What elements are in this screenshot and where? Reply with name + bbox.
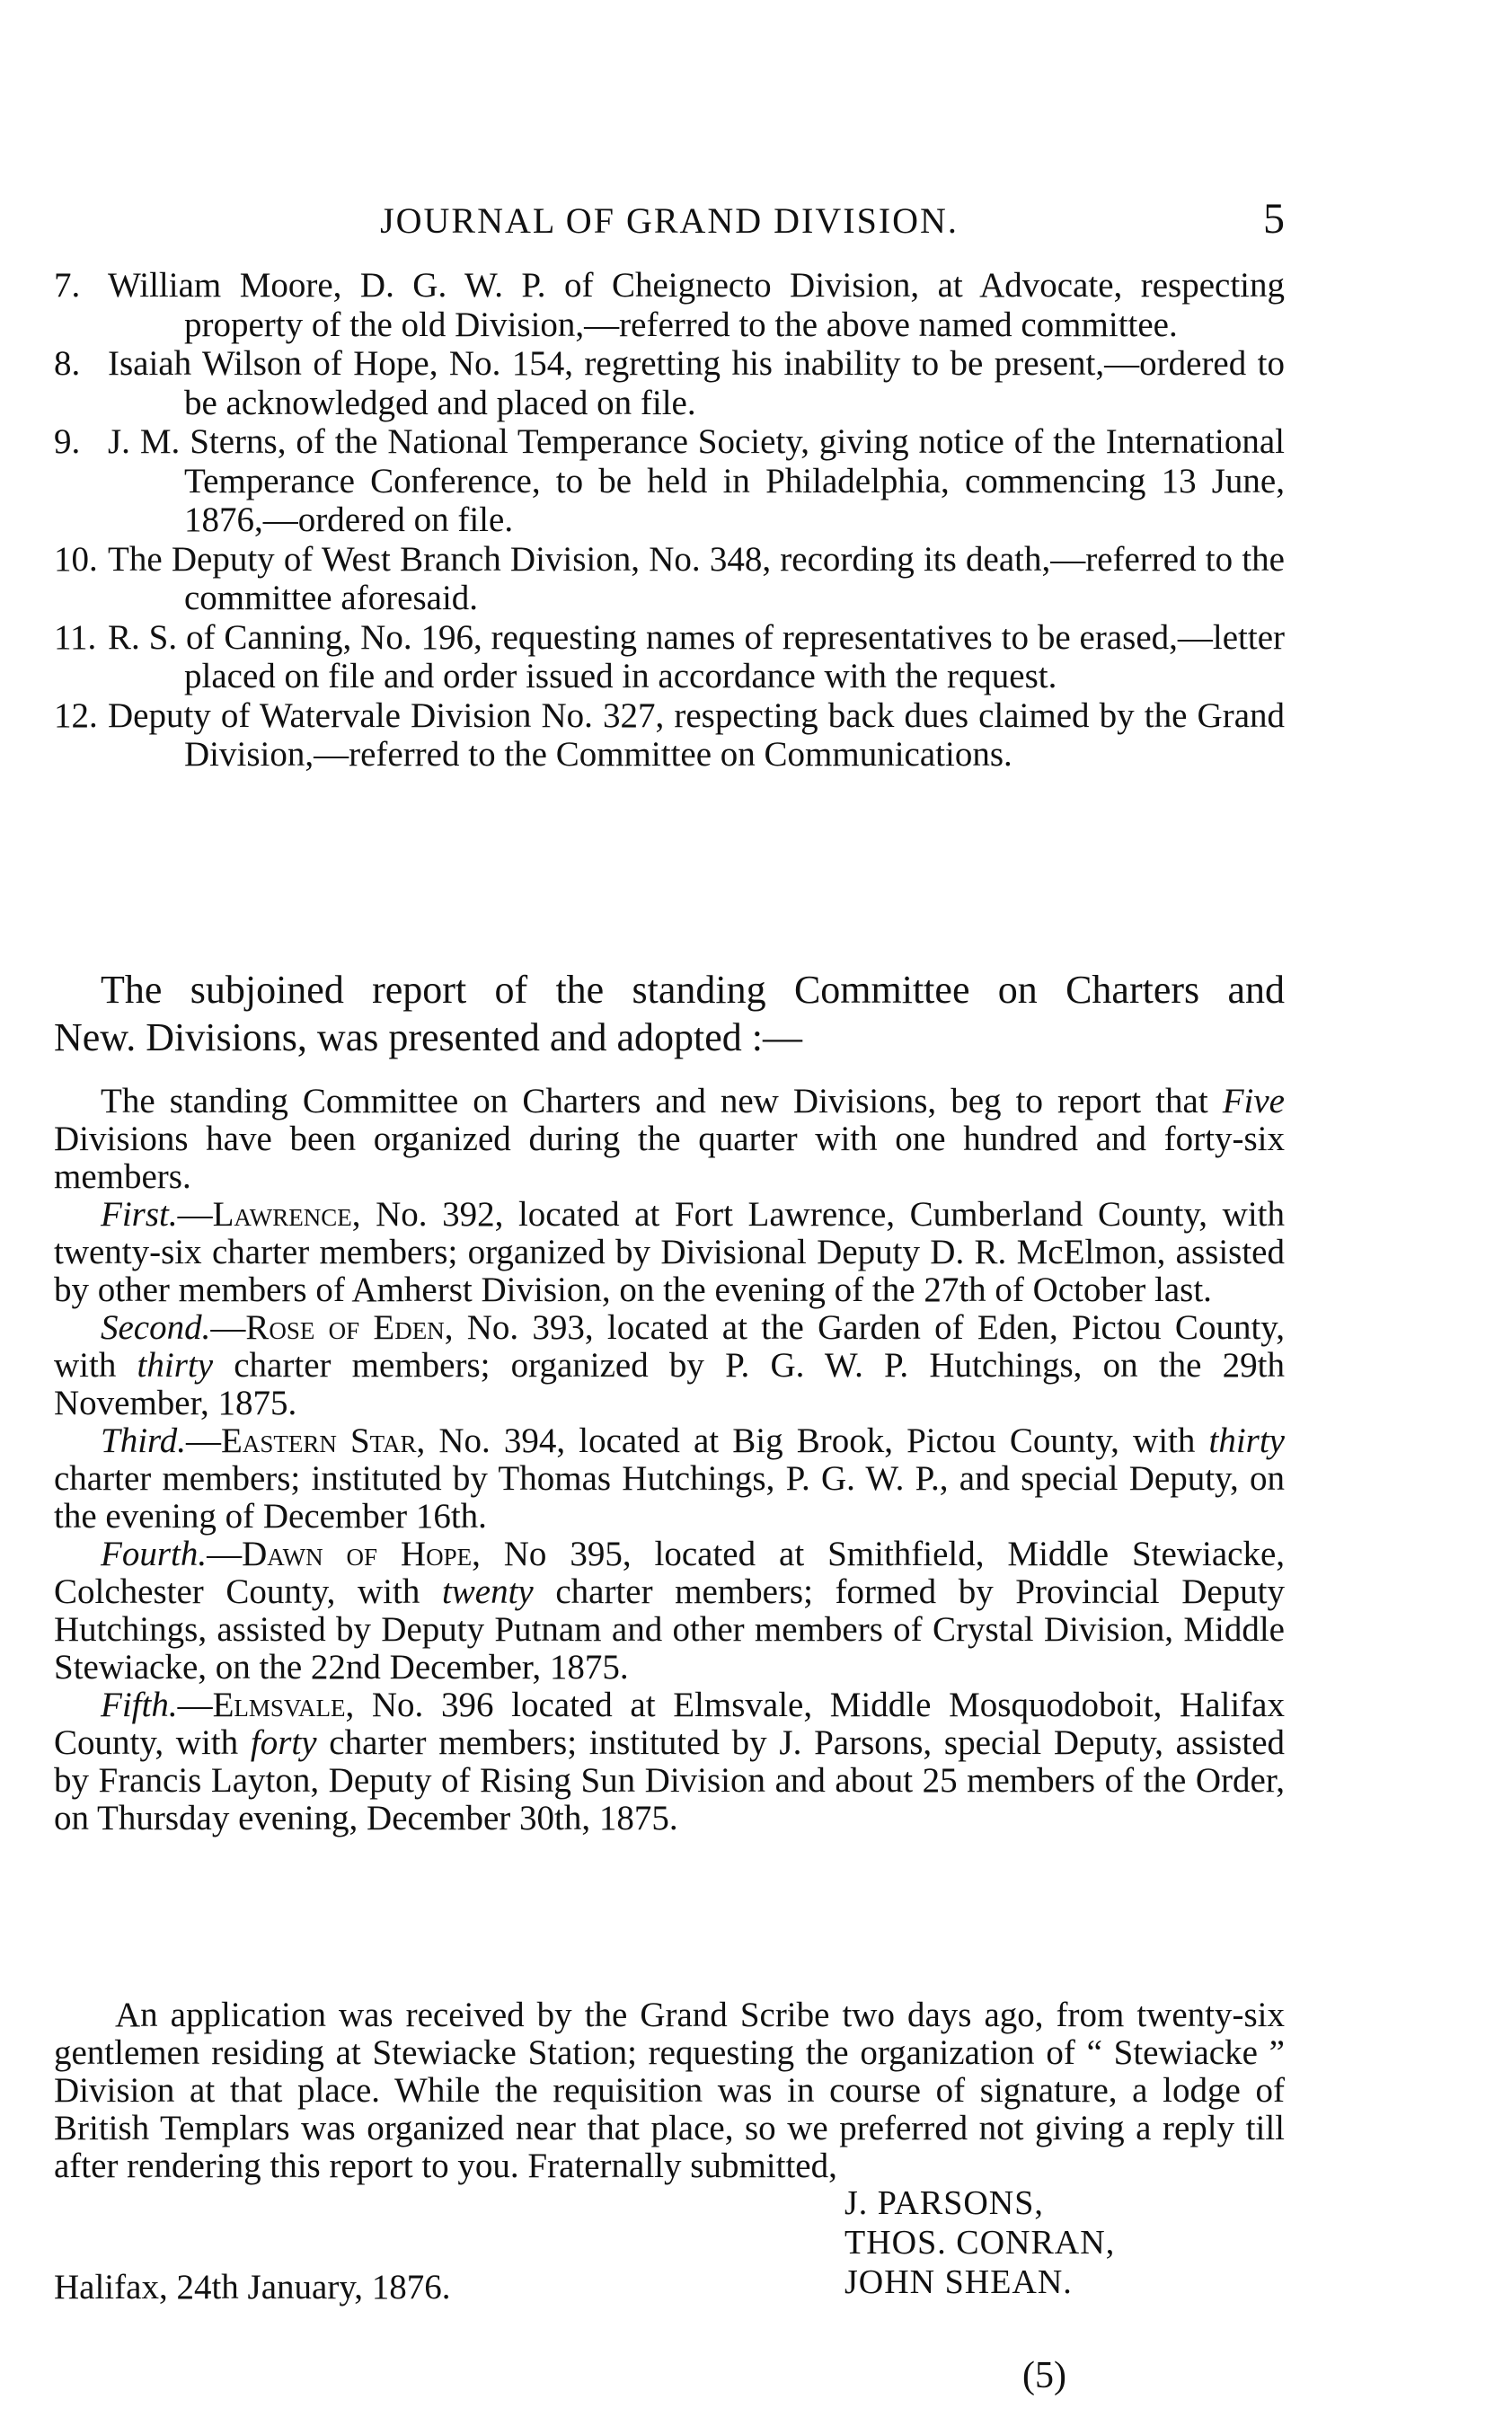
item-text: R. S. of Canning, No. 196, requesting names of representatives to be erased,—letter placed on file and order issued in accordance with the request.	[108, 617, 1285, 695]
division-name: —Rose of Eden	[210, 1308, 445, 1347]
item-number: 10.	[54, 539, 98, 579]
correspondence-list	[54, 266, 1285, 775]
signatories	[844, 2183, 1115, 2302]
signer-name: J. PARSONS,	[844, 2184, 1044, 2222]
division-name: —Dawn of Hope	[207, 1535, 473, 1573]
entry-text-end: charter members; instituted by J. Parsons, special Deputy, assisted by Francis Layton, Deputy of Rising Sun Division and about 25 members of the Order, on Thursday evening, December 30th, 1875.	[54, 1723, 1285, 1837]
item-text: Deputy of Watervale Division No. 327, respecting back dues claimed by the Grand Division,—referred to the Committee on Communications.	[108, 695, 1285, 774]
list-item	[54, 344, 1285, 422]
report-opening	[54, 1083, 1285, 1196]
signer-name: JOHN SHEAN.	[844, 2263, 1073, 2301]
signer-name: THOS. CONRAN,	[844, 2224, 1116, 2262]
division-entry	[54, 1536, 1285, 1687]
division-entry	[54, 1309, 1285, 1422]
item-text: J. M. Sterns, of the National Temperance Society, giving notice of the International Temperance Conference, to be held in Philadelphia, commencing 13 June, 1876,—ordered on file.	[108, 422, 1285, 539]
division-entry	[54, 1196, 1285, 1309]
entry-text: , No. 394, located at Big Brook, Pictou County, with	[416, 1421, 1209, 1460]
member-count: thirty	[1208, 1421, 1285, 1460]
application-text: An application was received by the Grand Scribe two days ago, from twenty-six gentlemen residing at Stewiacke Station; requesting the organization of “ Stewiacke ” Division at that place. While the requisition was in course of signature, a lodge of British Templars was organized near that place, so we preferred not giving a reply till after rendering this report to you. Fraternally submitted,	[54, 1996, 1285, 2185]
item-number: 8.	[54, 344, 81, 383]
member-count: thirty	[137, 1346, 214, 1385]
footer-page-number: (5)	[1022, 2355, 1066, 2396]
entry-text: , No. 393, located at the Garden of Eden, Pictou County, with	[54, 1308, 1286, 1385]
place-date: Halifax, 24th January, 1876.	[54, 2268, 451, 2306]
division-name: —Eastern Star	[186, 1421, 417, 1460]
member-count: forty	[250, 1723, 317, 1762]
list-item	[54, 696, 1285, 775]
entry-ordinal: Fifth.	[101, 1686, 178, 1724]
item-number: 11.	[54, 617, 97, 657]
list-item	[54, 266, 1285, 344]
page-header	[54, 195, 1285, 253]
item-number: 7.	[54, 266, 81, 305]
entry-ordinal: First.	[101, 1195, 178, 1234]
item-text: William Moore, D. G. W. P. of Cheignecto Division, at Advocate, respecting property of the old Division,—referred to the above named committee.	[108, 266, 1285, 344]
entry-text: , No. 392, located at Fort Lawrence, Cumberland County, with twenty-six charter members; organized by Divisional Deputy D. R. McElmon, assisted by other members of Amherst Division, on the evening of the 27th of October last.	[54, 1195, 1285, 1309]
opening-text: The standing Committee on Charters and new Divisions, beg to report that	[101, 1082, 1223, 1120]
item-text: Isaiah Wilson of Hope, No. 154, regretting his inability to be present,—ordered to be acknowledged and placed on file.	[108, 344, 1285, 422]
entry-ordinal: Second.	[101, 1308, 211, 1347]
division-name: —Elmsvale	[177, 1686, 346, 1724]
running-title: JOURNAL OF GRAND DIVISION.	[380, 200, 959, 241]
item-number: 12.	[54, 695, 98, 735]
division-entry	[54, 1687, 1285, 1837]
intro-line-2: New. Divisions, was presented and adopted :—	[54, 1015, 802, 1059]
entry-text-end: charter members; organized by P. G. W. P. Hutchings, on the 29th November, 1875.	[54, 1346, 1285, 1422]
item-text: The Deputy of West Branch Division, No. 348, recording its death,—referred to the committee aforesaid.	[108, 539, 1285, 617]
division-entry	[54, 1422, 1285, 1536]
list-item	[54, 540, 1285, 618]
page-number: 5	[1263, 195, 1285, 243]
entry-ordinal: Third.	[101, 1421, 187, 1460]
list-item	[54, 618, 1285, 696]
member-count: twenty	[441, 1572, 534, 1611]
entry-ordinal: Fourth.	[101, 1535, 208, 1573]
entry-text: , No. 396 located at Elmsvale, Middle Mosquodoboit, Halifax County, with	[54, 1686, 1285, 1762]
report-intro	[54, 966, 1285, 1061]
committee-report	[54, 1083, 1285, 1837]
entry-text-end: charter members; instituted by Thomas Hutchings, P. G. W. P., and special Deputy, on the evening of December 16th.	[54, 1459, 1285, 1536]
entry-text-end: charter members; formed by Provincial Deputy Hutchings, assisted by Deputy Putnam and other members of Crystal Division, Middle Stewiacke, on the 22nd December, 1875.	[54, 1572, 1286, 1687]
divisions-count: Five	[1222, 1082, 1285, 1120]
item-number: 9.	[54, 422, 81, 461]
application-paragraph	[54, 1997, 1285, 2185]
division-name: —Lawrence	[177, 1195, 352, 1234]
intro-line-1: The subjoined report of the standing Committee on Charters and	[101, 968, 1285, 1012]
opening-text-end: Divisions have been organized during the quarter with one hundred and forty-six members.	[54, 1120, 1285, 1196]
entry-text: , No 395, located at Smithfield, Middle Stewiacke, Colchester County, with	[54, 1535, 1285, 1611]
list-item	[54, 422, 1285, 540]
